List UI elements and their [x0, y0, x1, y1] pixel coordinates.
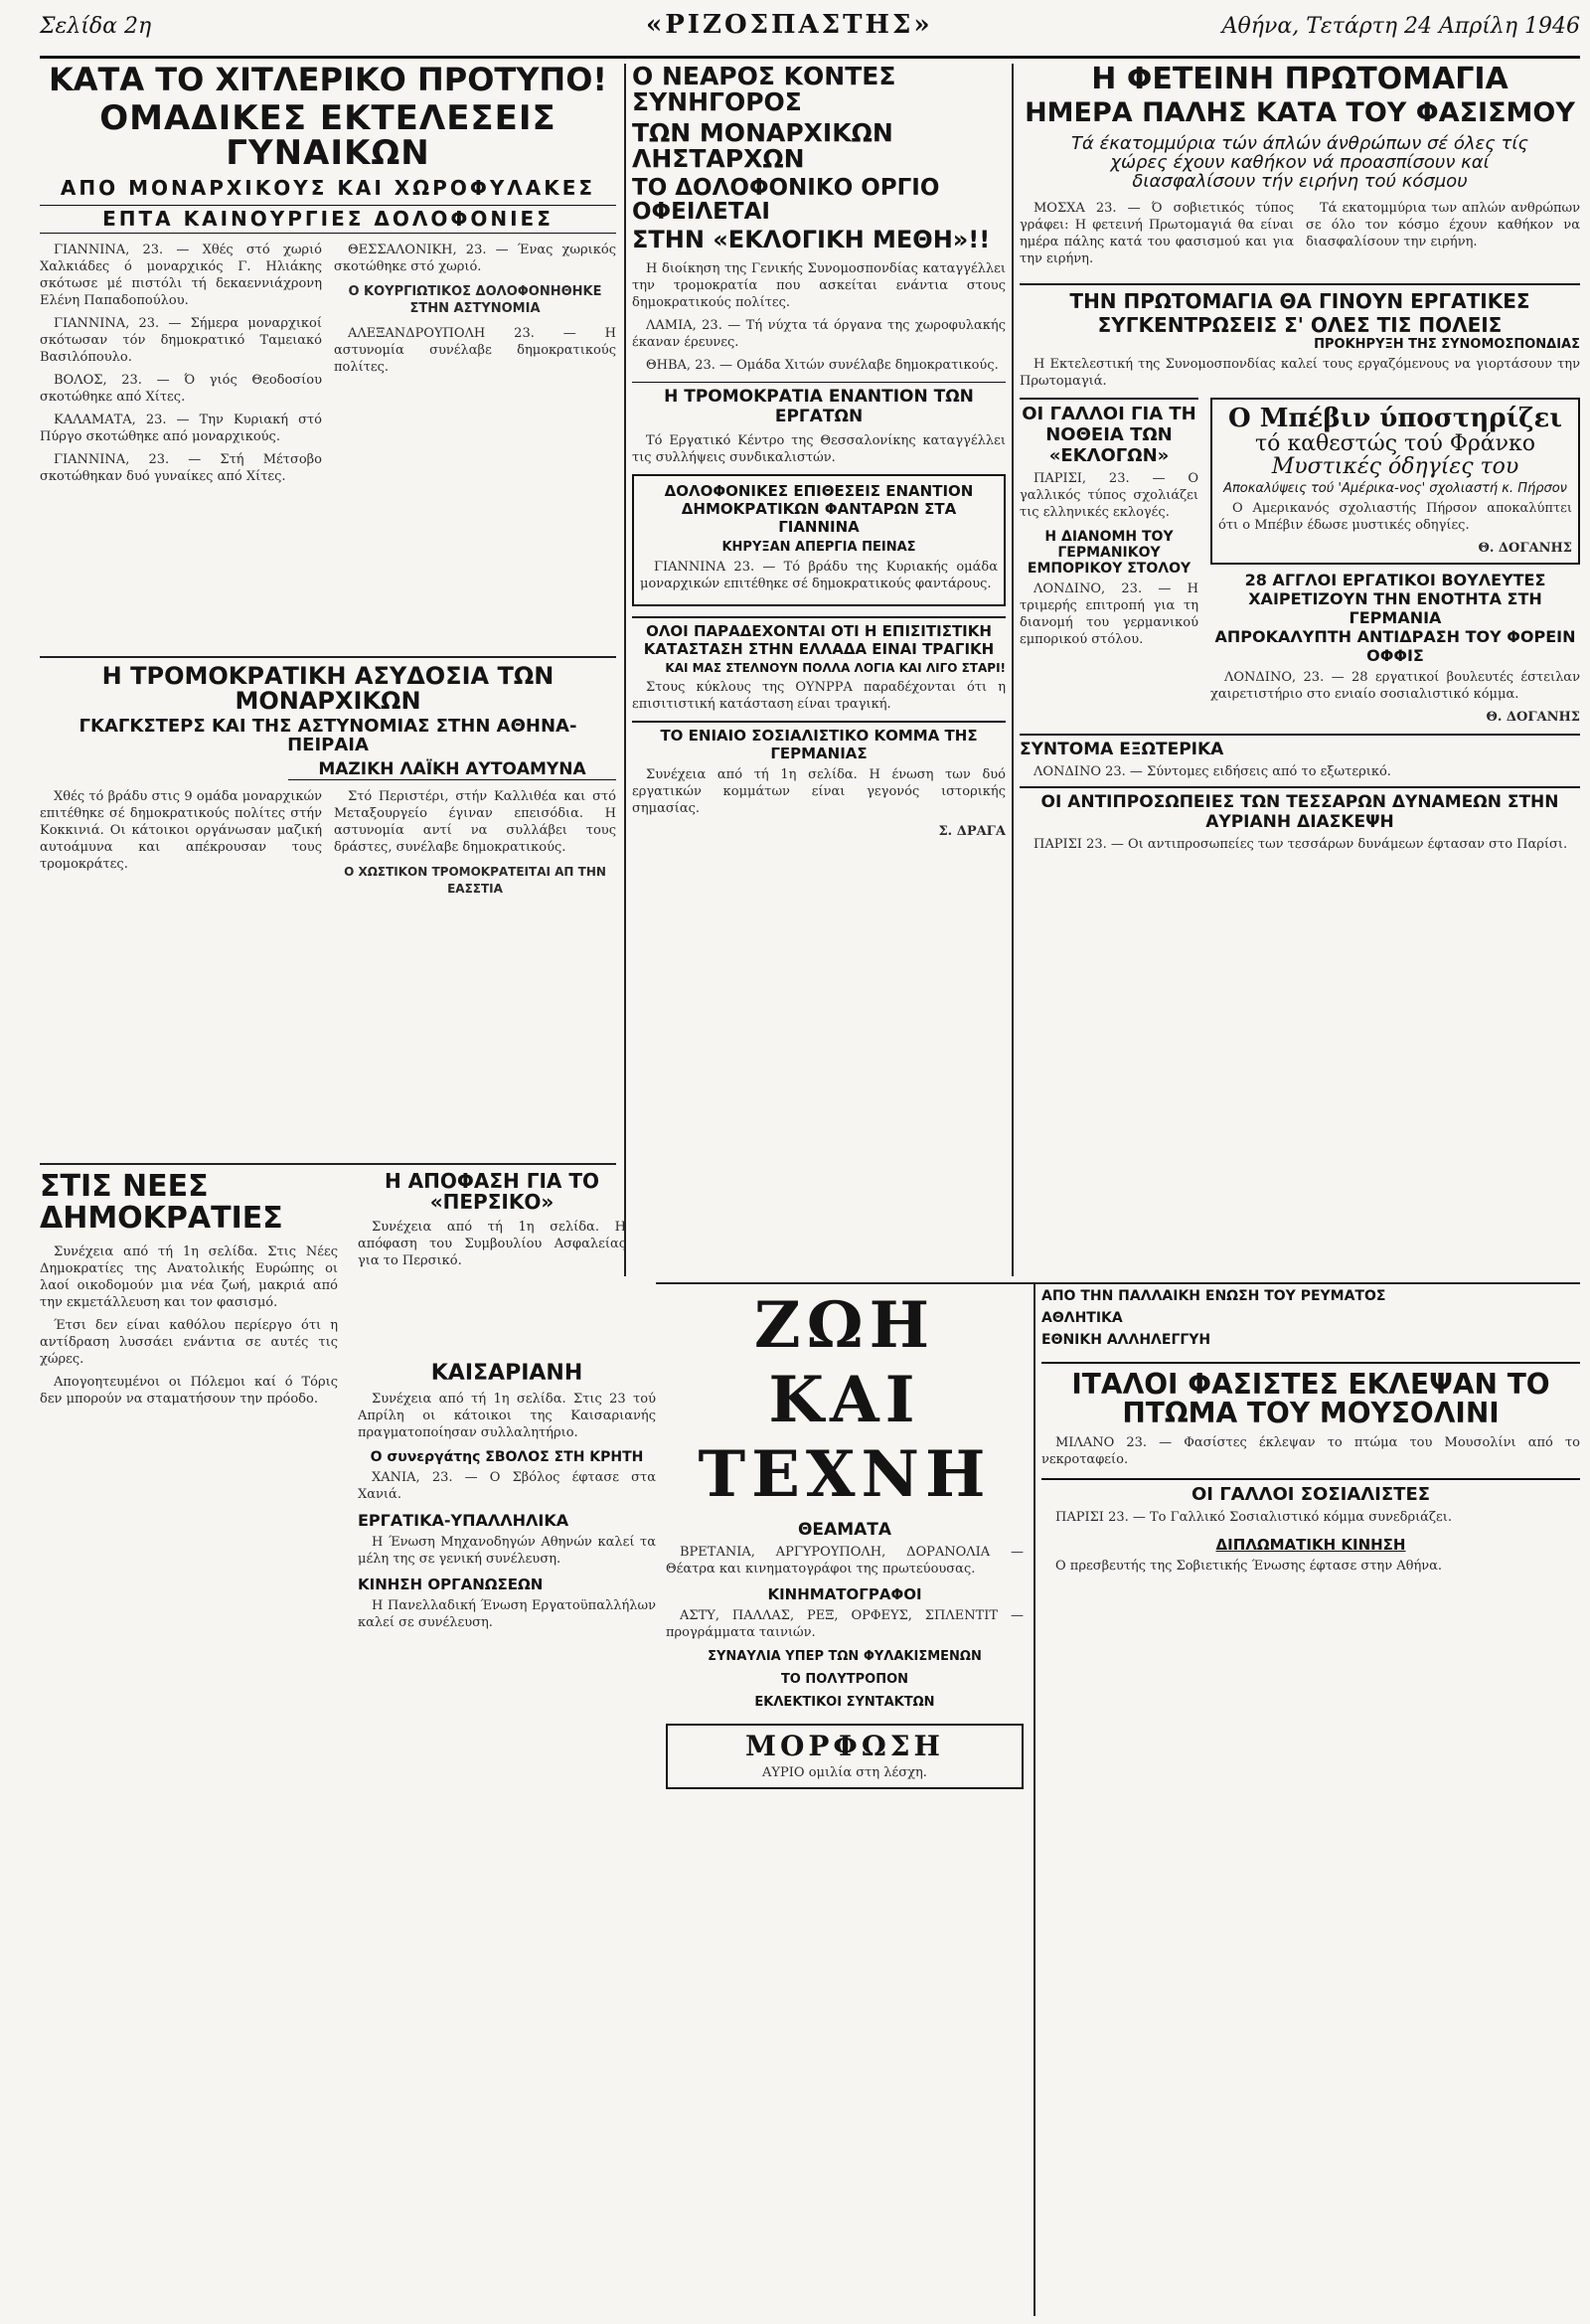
- section-heading: ΑΠΟ ΤΗΝ ΠΑΛΛΑΙΚΗ ΕΝΩΣΗ ΤΟΥ ΡΕΥΜΑΤΟΣ: [1041, 1288, 1386, 1304]
- paragraph: Συνέχεια από τή 1η σελίδα. Στις Νέες Δημοκρατίες της Ανατολικής Ευρώπης οι λαοί οικοδομούν μια νέα ζωή, μακριά από την εκμετάλλευση και τον φασισμό.: [40, 1245, 338, 1310]
- paragraph: Χθές τό βράδυ στις 9 ομάδα μοναρχικών επιτέθηκε σέ δημοκρατικούς πολίτες στήν Κοκκινιά. Οι κάτοικοι οργάνωσαν μαζική αυτοάμυνα και απέκρουσαν τους τρομοκράτες.: [40, 789, 322, 872]
- paragraph: ΑΣΤΥ, ΠΑΛΛΑΣ, ΡΕΞ, ΟΡΦΕΥΣ, ΣΠΛΕΝΤΙΤ — προγράμματα ταινιών.: [666, 1608, 1024, 1640]
- subheadline: Τά έκατομμύρια τών άπλών άνθρώπων σέ όλες τίς χώρες έχουν καθήκον νά προασπίσουν καί διασφαλίσουν τήν ειρήνη τού κόσμου: [1070, 132, 1529, 192]
- paragraph: Συνέχεια από τή 1η σελίδα. Στις 23 τού Απρίλη οι κάτοικοι της Καισαριανής πραγματοποίησαν συλλαλητήριο.: [358, 1392, 656, 1441]
- section-heading: ΟΛΟΙ ΠΑΡΑΔΕΧΟΝΤΑΙ ΟΤΙ Η ΕΠΙΣΙΤΙΣΤΙΚΗ ΚΑΤΑΣΤΑΣΗ ΣΤΗΝ ΕΛΛΑΔΑ ΕΙΝΑΙ ΤΡΑΓΙΚΗ: [632, 616, 1006, 658]
- signature: Θ. ΔΟΓΑΝΗΣ: [1478, 540, 1572, 556]
- section-heading: ΤΟ ΠΟΛΥΤΡΟΠΟΝ: [780, 1672, 909, 1687]
- section-title: ΖΩΗ ΚΑΙ ΤΕΧΝΗ: [698, 1288, 992, 1512]
- paragraph: ΒΡΕΤΑΝΙΑ, ΑΡΓΥΡΟΥΠΟΛΗ, ΔΟΡΑΝΟΛΙΑ — Θέατρα και κινηματογράφοι της πρωτεύουσας.: [666, 1545, 1024, 1577]
- headline: τό καθεστώς τού Φράνκο: [1254, 430, 1536, 456]
- article-terror-athens: [40, 664, 616, 1161]
- headline: ΣΤΙΣ ΝΕΕΣ ΔΗΜΟΚΡΑΤΙΕΣ: [40, 1171, 283, 1236]
- article-new-democracies: [40, 1171, 338, 2314]
- headline: Η ΦΕΤΕΙΝΗ ΠΡΩΤΟΜΑΓΙΑ: [1091, 64, 1509, 96]
- headline: ΚΑΤΑ ΤΟ ΧΙΤΛΕΡΙΚΟ ΠΡΟΤΥΠΟ!: [48, 64, 607, 98]
- section-heading: ΣΥΝΤΟΜΑ ΕΞΩΤΕΡΙΚΑ: [1020, 734, 1580, 759]
- paragraph: ΧΑΝΙΑ, 23. — Ο Σβόλος έφτασε στα Χανιά.: [358, 1470, 656, 1503]
- paragraph: ΘΕΣΣΑΛΟΝΙΚΗ, 23. — Ένας χωρικός σκοτώθηκε στό χωριό.: [334, 242, 616, 274]
- subheadline: ΑΠΟ ΜΟΝΑΡΧΙΚΟΥΣ ΚΑΙ ΧΩΡΟΦΥΛΑΚΕΣ: [60, 175, 596, 200]
- headline: Ο Μπέβιν ύποστηρίζει: [1228, 403, 1562, 433]
- headline: Η ΑΠΟΦΑΣΗ ΓΙΑ ΤΟ «ΠΕΡΣΙΚΟ»: [384, 1171, 600, 1214]
- article-kontes: [632, 64, 1006, 1167]
- paragraph: ΛΑΜΙΑ, 23. — Τή νύχτα τά όργανα της χωροφυλακής έκαναν έρευνες.: [632, 318, 1006, 351]
- page-number: Σελίδα 2η: [40, 14, 152, 39]
- paragraph: ΜΟΣΧΑ 23. — Ό σοβιετικός τύπος γράφει: Η φετεινή Πρωτομαγιά θα είναι ημέρα πάλης κατά του φασισμού και για την ειρήνη.: [1020, 200, 1294, 266]
- section-heading: ΚΙΝΗΣΗ ΟΡΓΑΝΩΣΕΩΝ: [358, 1576, 544, 1594]
- paragraph: Η Εκτελεστική της Συνομοσπονδίας καλεί τους εργαζόμενους να γιορτάσουν την Πρωτομαγιά.: [1020, 356, 1580, 389]
- paragraph: Τό Εργατικό Κέντρο της Θεσσαλονίκης καταγγέλλει τις συλλήψεις συνδικαλιστών.: [632, 433, 1006, 466]
- paragraph: ΘΗΒΑ, 23. — Ομάδα Χιτών συνέλαβε δημοκρατικούς.: [646, 358, 999, 374]
- paragraph: Η Πανελλαδική Ένωση Εργατοϋπαλλήλων καλεί σε συνέλευση.: [358, 1598, 656, 1631]
- section-heading: ΧΑΙΡΕΤΙΖΟΥΝ ΤΗΝ ΕΝΟΤΗΤΑ ΣΤΗ ΓΕΡΜΑΝΙΑ: [1248, 588, 1542, 627]
- newspaper-title: «ΡΙΖΟΣΠΑΣΤΗΣ»: [646, 10, 933, 40]
- section-rule: [656, 1282, 1580, 1284]
- article-persian: [358, 1171, 626, 1350]
- paragraph: ΚΑΛΑΜΑΤΑ, 23. — Την Κυριακή στό Πύργο σκοτώθηκε από μοναρχικούς.: [40, 412, 322, 444]
- article-kaisariani: [358, 1362, 656, 2316]
- column-rule: [1012, 64, 1014, 1276]
- headline: Ο ΝΕΑΡΟΣ ΚΟΝΤΕΣ ΣΥΝΗΓΟΡΟΣ: [632, 64, 896, 117]
- column-rule: [624, 64, 626, 1276]
- paragraph: Η Ένωση Μηχανοδηγών Αθηνών καλεί τα μέλη της σε γενική συνέλευση.: [358, 1535, 656, 1568]
- section-heading: Η ΔΙΑΝΟΜΗ ΤΟΥ ΓΕΡΜΑΝΙΚΟΥ ΕΜΠΟΡΙΚΟΥ ΣΤΟΛΟΥ: [1027, 528, 1192, 577]
- paragraph: ΛΟΝΔΙΝΟ, 23. — 28 εργατικοί βουλευτές έστειλαν χαιρετιστήριο στο ενιαίο σοσιαλιστικό κόμμα.: [1210, 669, 1580, 702]
- section-heading: ΟΙ ΑΝΤΙΠΡΟΣΩΠΕΙΕΣ ΤΩΝ ΤΕΣΣΑΡΩΝ ΔΥΝΑΜΕΩΝ ΣΤΗΝ ΑΥΡΙΑΝΗ ΔΙΑΣΚΕΨΗ: [1020, 786, 1580, 832]
- article-executions: [40, 64, 616, 650]
- paragraph: ΠΑΡΙΣΙ 23. — Το Γαλλικό Σοσιαλιστικό κόμμα συνεδριάζει.: [1055, 1509, 1452, 1525]
- headline: Η ΤΡΟΜΟΚΡΑΤΙΚΗ ΑΣΥΔΟΣΙΑ ΤΩΝ ΜΟΝΑΡΧΙΚΩΝ: [101, 664, 555, 716]
- headline: ΤΩΝ ΜΟΝΑΡΧΙΚΩΝ ΛΗΣΤΑΡΧΩΝ: [632, 117, 893, 173]
- headline: ΚΑΙΣΑΡΙΑΝΗ: [430, 1362, 583, 1386]
- section-heading: ΑΘΛΗΤΙΚΑ: [1041, 1310, 1123, 1326]
- paragraph: ΒΟΛΟΣ, 23. — Ό γιός Θεοδοσίου σκοτώθηκε από Χίτες.: [40, 372, 322, 405]
- section-heading: ΣΥΓΚΕΝΤΡΩΣΕΙΣ Σ' ΟΛΕΣ ΤΙΣ ΠΟΛΕΙΣ: [1097, 312, 1503, 337]
- section-heading: Ο συνεργάτης ΣΒΟΛΟΣ ΣΤΗ ΚΡΗΤΗ: [370, 1449, 644, 1466]
- paragraph: ΓΙΑΝΝΙΝΑ, 23. — Σήμερα μοναρχικοί σκότωσαν τόν δημοκρατικό Ταμειακό Βασιλόπουλο.: [40, 315, 322, 365]
- paragraph: ΠΑΡΙΣΙ, 23. — Ο γαλλικός τύπος σχολιάζει τις ελληνικές εκλογές.: [1020, 470, 1198, 520]
- paragraph: Συνέχεια από τή 1η σελίδα. Η ένωση των δυό εργατικών κομμάτων είναι γεγονός ιστορικής σημασίας.: [632, 767, 1006, 817]
- section-heading: Η ΤΡΟΜΟΚΡΑΤΙΑ ΕΝΑΝΤΙΟΝ ΤΩΝ ΕΡΓΑΤΩΝ: [632, 382, 1006, 426]
- subheadline: ΕΠΤΑ ΚΑΙΝΟΥΡΓΙΕΣ ΔΟΛΟΦΟΝΙΕΣ: [40, 205, 616, 234]
- masthead: [40, 8, 1580, 59]
- paragraph: Απογοητευμένοι οι Πόλεμοι καί ό Τόρις δεν μπορούν να σταματήσουν την πρόοδο.: [40, 1375, 338, 1407]
- headline: ΣΤΗΝ «ΕΚΛΟΓΙΚΗ ΜΕΘΗ»!!: [632, 226, 991, 254]
- issue-date: Αθήνα, Τετάρτη 24 Απρίλη 1946: [1221, 14, 1580, 39]
- signature: Θ. ΔΟΓΑΝΗΣ: [1486, 709, 1580, 725]
- section-subheading: ΠΡΟΚΗΡΥΞΗ ΤΗΣ ΣΥΝΟΜΟΣΠΟΝΔΙΑΣ: [1314, 336, 1580, 352]
- paragraph: Τά εκατομμύρια των απλών ανθρώπων σε όλο τον κόσμο έχουν καθήκον να διασφαλίσουν την ειρήνη.: [1306, 200, 1580, 249]
- section-subheading: ΚΗΡΥΞΑΝ ΑΠΕΡΓΙΑ ΠΕΙΝΑΣ: [721, 540, 916, 556]
- paragraph: ΑΛΕΞΑΝΔΡΟΥΠΟΛΗ 23. — Η αστυνομία συνέλαβε δημοκρατικούς πολίτες.: [334, 325, 616, 375]
- section-heading: ΕΡΓΑΤΙΚΑ-ΥΠΑΛΛΗΛΙΚΑ: [358, 1511, 569, 1531]
- paragraph: Συνέχεια από τή 1η σελίδα. Η απόφαση του Συμβουλίου Ασφαλείας για το Περσικό.: [358, 1220, 626, 1268]
- paragraph: ΓΙΑΝΝΙΝΑ, 23. — Στή Μέτσοβο σκοτώθηκαν δυό γυναίκες από Χίτες.: [40, 451, 322, 484]
- section-heading: ΟΙ ΓΑΛΛΟΙ ΓΙΑ ΤΗ ΝΟΘΕΙΑ ΤΩΝ «ΕΚΛΟΓΩΝ»: [1020, 398, 1198, 466]
- headline: ΜΟΡΦΩΣΗ: [744, 1730, 944, 1762]
- paragraph: Στό Περιστέρι, στήν Καλλιθέα και στό Μεταξουργείο έγιναν επεισόδια. Η αστυνομία αντί να συλλάβει τους δράστες, συνέλαβε δημοκρατικούς.: [334, 789, 616, 855]
- section-heading: ΔΙΠΛΩΜΑΤΙΚΗ ΚΙΝΗΣΗ: [1215, 1535, 1406, 1554]
- section-heading: ΣΥΝΑΥΛΙΑ ΥΠΕΡ ΤΩΝ ΦΥΛΑΚΙΣΜΕΝΩΝ: [708, 1649, 982, 1664]
- paragraph: ΑΥΡΙΟ ομιλία στη λέσχη.: [762, 1765, 927, 1781]
- headline: ΟΜΑΔΙΚΕΣ ΕΚΤΕΛΕΣΕΙΣ ΓΥΝΑΙΚΩΝ: [99, 97, 556, 174]
- paragraph: ΜΙΛΑΝΟ 23. — Φασίστες έκλεψαν το πτώμα του Μουσολίνι από το νεκροταφείο.: [1041, 1434, 1580, 1467]
- paragraph: ΠΑΡΙΣΙ 23. — Οι αντιπροσωπείες των τεσσάρων δυνάμεων έφτασαν στο Παρίσι.: [1034, 836, 1568, 852]
- column-rule: [1034, 1282, 1035, 2316]
- paragraph: Στους κύκλους της ΟΥΝΡΡΑ παραδέχονται ότι η επισιτιστική κατάσταση είναι τραγική.: [632, 680, 1006, 713]
- section-heading: ΑΠΡΟΚΑΛΥΠΤΗ ΑΝΤΙΔΡΑΣΗ ΤΟΥ ΦΟΡΕΙΝ ΟΦΦΙΣ: [1214, 626, 1576, 665]
- paragraph: Έτσι δεν είναι καθόλου περίεργο ότι η αντίδραση λυσσάει ενάντια σε αυτές τις χώρες.: [40, 1318, 338, 1367]
- paragraph: Ο Αμερικανός σχολιαστής Πήρσον αποκαλύπτει ότι ο Μπέβιν έδωσε μυστικές οδηγίες.: [1218, 500, 1572, 533]
- subheadline: Αποκαλύψεις τού 'Αμέρικα-νος' σχολιαστή κ. Πήρσον: [1223, 481, 1567, 496]
- section-heading: ΤΟ ΕΝΙΑΙΟ ΣΟΣΙΑΛΙΣΤΙΚΟ ΚΟΜΜΑ ΤΗΣ ΓΕΡΜΑΝΙΑΣ: [632, 721, 1006, 762]
- section-heading: ΚΙΝΗΜΑΤΟΓΡΑΦΟΙ: [767, 1585, 922, 1603]
- section-life-and-art: [666, 1288, 1024, 2312]
- subheadline: ΓΚΑΓΚΣΤΕΡΣ ΚΑΙ ΤΗΣ ΑΣΤΥΝΟΜΙΑΣ ΣΤΗΝ ΑΘΗΝΑ-ΠΕΙΡΑΙΑ: [79, 716, 577, 756]
- headline: ΤΟ ΔΟΛΟΦΟΝΙΚΟ ΟΡΓΙΟ ΟΦΕΙΛΕΤΑΙ: [632, 175, 940, 226]
- section-heading: 28 ΑΓΓΛΟΙ ΕΡΓΑΤΙΚΟΙ ΒΟΥΛΕΥΤΕΣ: [1244, 570, 1546, 589]
- section-heading: ΔΟΛΟΦΟΝΙΚΕΣ ΕΠΙΘΕΣΕΙΣ ΕΝΑΝΤΙΟΝ ΔΗΜΟΚΡΑΤΙΚΩΝ ΦΑΝΤΑΡΩΝ ΣΤΑ ΓΙΑΝΝΙΝΑ: [664, 482, 974, 537]
- section-heading: ΟΙ ΓΑΛΛΟΙ ΣΟΣΙΑΛΙΣΤΕΣ: [1041, 1478, 1580, 1505]
- section-heading: ΤΗΝ ΠΡΩΤΟΜΑΓΙΑ ΘΑ ΓΙΝΟΥΝ ΕΡΓΑΤΙΚΕΣ: [1020, 283, 1580, 313]
- section-heading: ΘΕΑΜΑΤΑ: [797, 1520, 892, 1540]
- headline: ΗΜΕΡΑ ΠΑΛΗΣ ΚΑΤΑ ΤΟΥ ΦΑΣΙΣΜΟΥ: [1025, 96, 1575, 128]
- paragraph: ΛΟΝΔΙΝΟ 23. — Σύντομες ειδήσεις από το εξωτερικό.: [1034, 763, 1391, 779]
- article-mayday: [1020, 64, 1580, 1276]
- section-heading: Ο ΧΩΣΤΙΚΟΝ ΤΡΟΜΟΚΡΑΤΕΙΤΑΙ ΑΠ ΤΗΝ ΕΑΣΣΤΙΑ: [344, 865, 606, 896]
- section-rule: [40, 656, 616, 658]
- section-subheading: ΚΑΙ ΜΑΣ ΣΤΕΛΝΟΥΝ ΠΟΛΛΑ ΛΟΓΙΑ ΚΑΙ ΛΙΓΟ ΣΤΑΡΙ!: [665, 661, 1006, 676]
- paragraph: Ο πρεσβευτής της Σοβιετικής Ένωσης έφτασε στην Αθήνα.: [1055, 1558, 1443, 1574]
- headline: ΙΤΑΛΟΙ ΦΑΣΙΣΤΕΣ ΕΚΛΕΨΑΝ ΤΟ ΠΤΩΜΑ ΤΟΥ ΜΟΥΣΟΛΙΝΙ: [1041, 1362, 1580, 1428]
- section-rule: [40, 1163, 616, 1165]
- section-heading: Ο ΚΟΥΡΓΙΩΤΙΚΟΣ ΔΟΛΟΦΟΝΗΘΗΚΕ ΣΤΗΝ ΑΣΤΥΝΟΜΙΑ: [348, 283, 602, 316]
- article-italian-fascists: [1041, 1288, 1580, 2312]
- headline: Μυστικές όδηγίες του: [1271, 453, 1519, 479]
- paragraph: Η διοίκηση της Γενικής Συνομοσπονδίας καταγγέλλει την τρομοκρατία που ασκείται ενάντια στους δημοκρατικούς πολίτες.: [632, 261, 1006, 311]
- section-heading: ΕΘΝΙΚΗ ΑΛΛΗΛΕΓΓΥΗ: [1041, 1332, 1211, 1348]
- paragraph: ΓΙΑΝΝΙΝΑ, 23. — Χθές στό χωριό Χαλκιάδες ό μοναρχικός Γ. Ηλιάκης σκότωσε μέ πιστόλι τή δεκαεννιάχρονη Ελένη Παπαδοπούλου.: [40, 242, 322, 308]
- subheadline: ΜΑΖΙΚΗ ΛΑΪΚΗ ΑΥΤΟΑΜΥΝΑ: [288, 761, 616, 780]
- section-heading: ΕΚΛΕΚΤΙΚΟΙ ΣΥΝΤΑΚΤΩΝ: [754, 1695, 935, 1710]
- paragraph: ΓΙΑΝΝΙΝΑ 23. — Τό βράδυ της Κυριακής ομάδα μοναρχικών επιτέθηκε σέ δημοκρατικούς φαντάρους.: [640, 560, 998, 592]
- paragraph: ΛΟΝΔΙΝΟ, 23. — Η τριμερής επιτροπή για τη διανομή του γερμανικού εμπορικού στόλου.: [1020, 581, 1198, 647]
- signature: Σ. ΔΡΑΓΑ: [938, 824, 1006, 840]
